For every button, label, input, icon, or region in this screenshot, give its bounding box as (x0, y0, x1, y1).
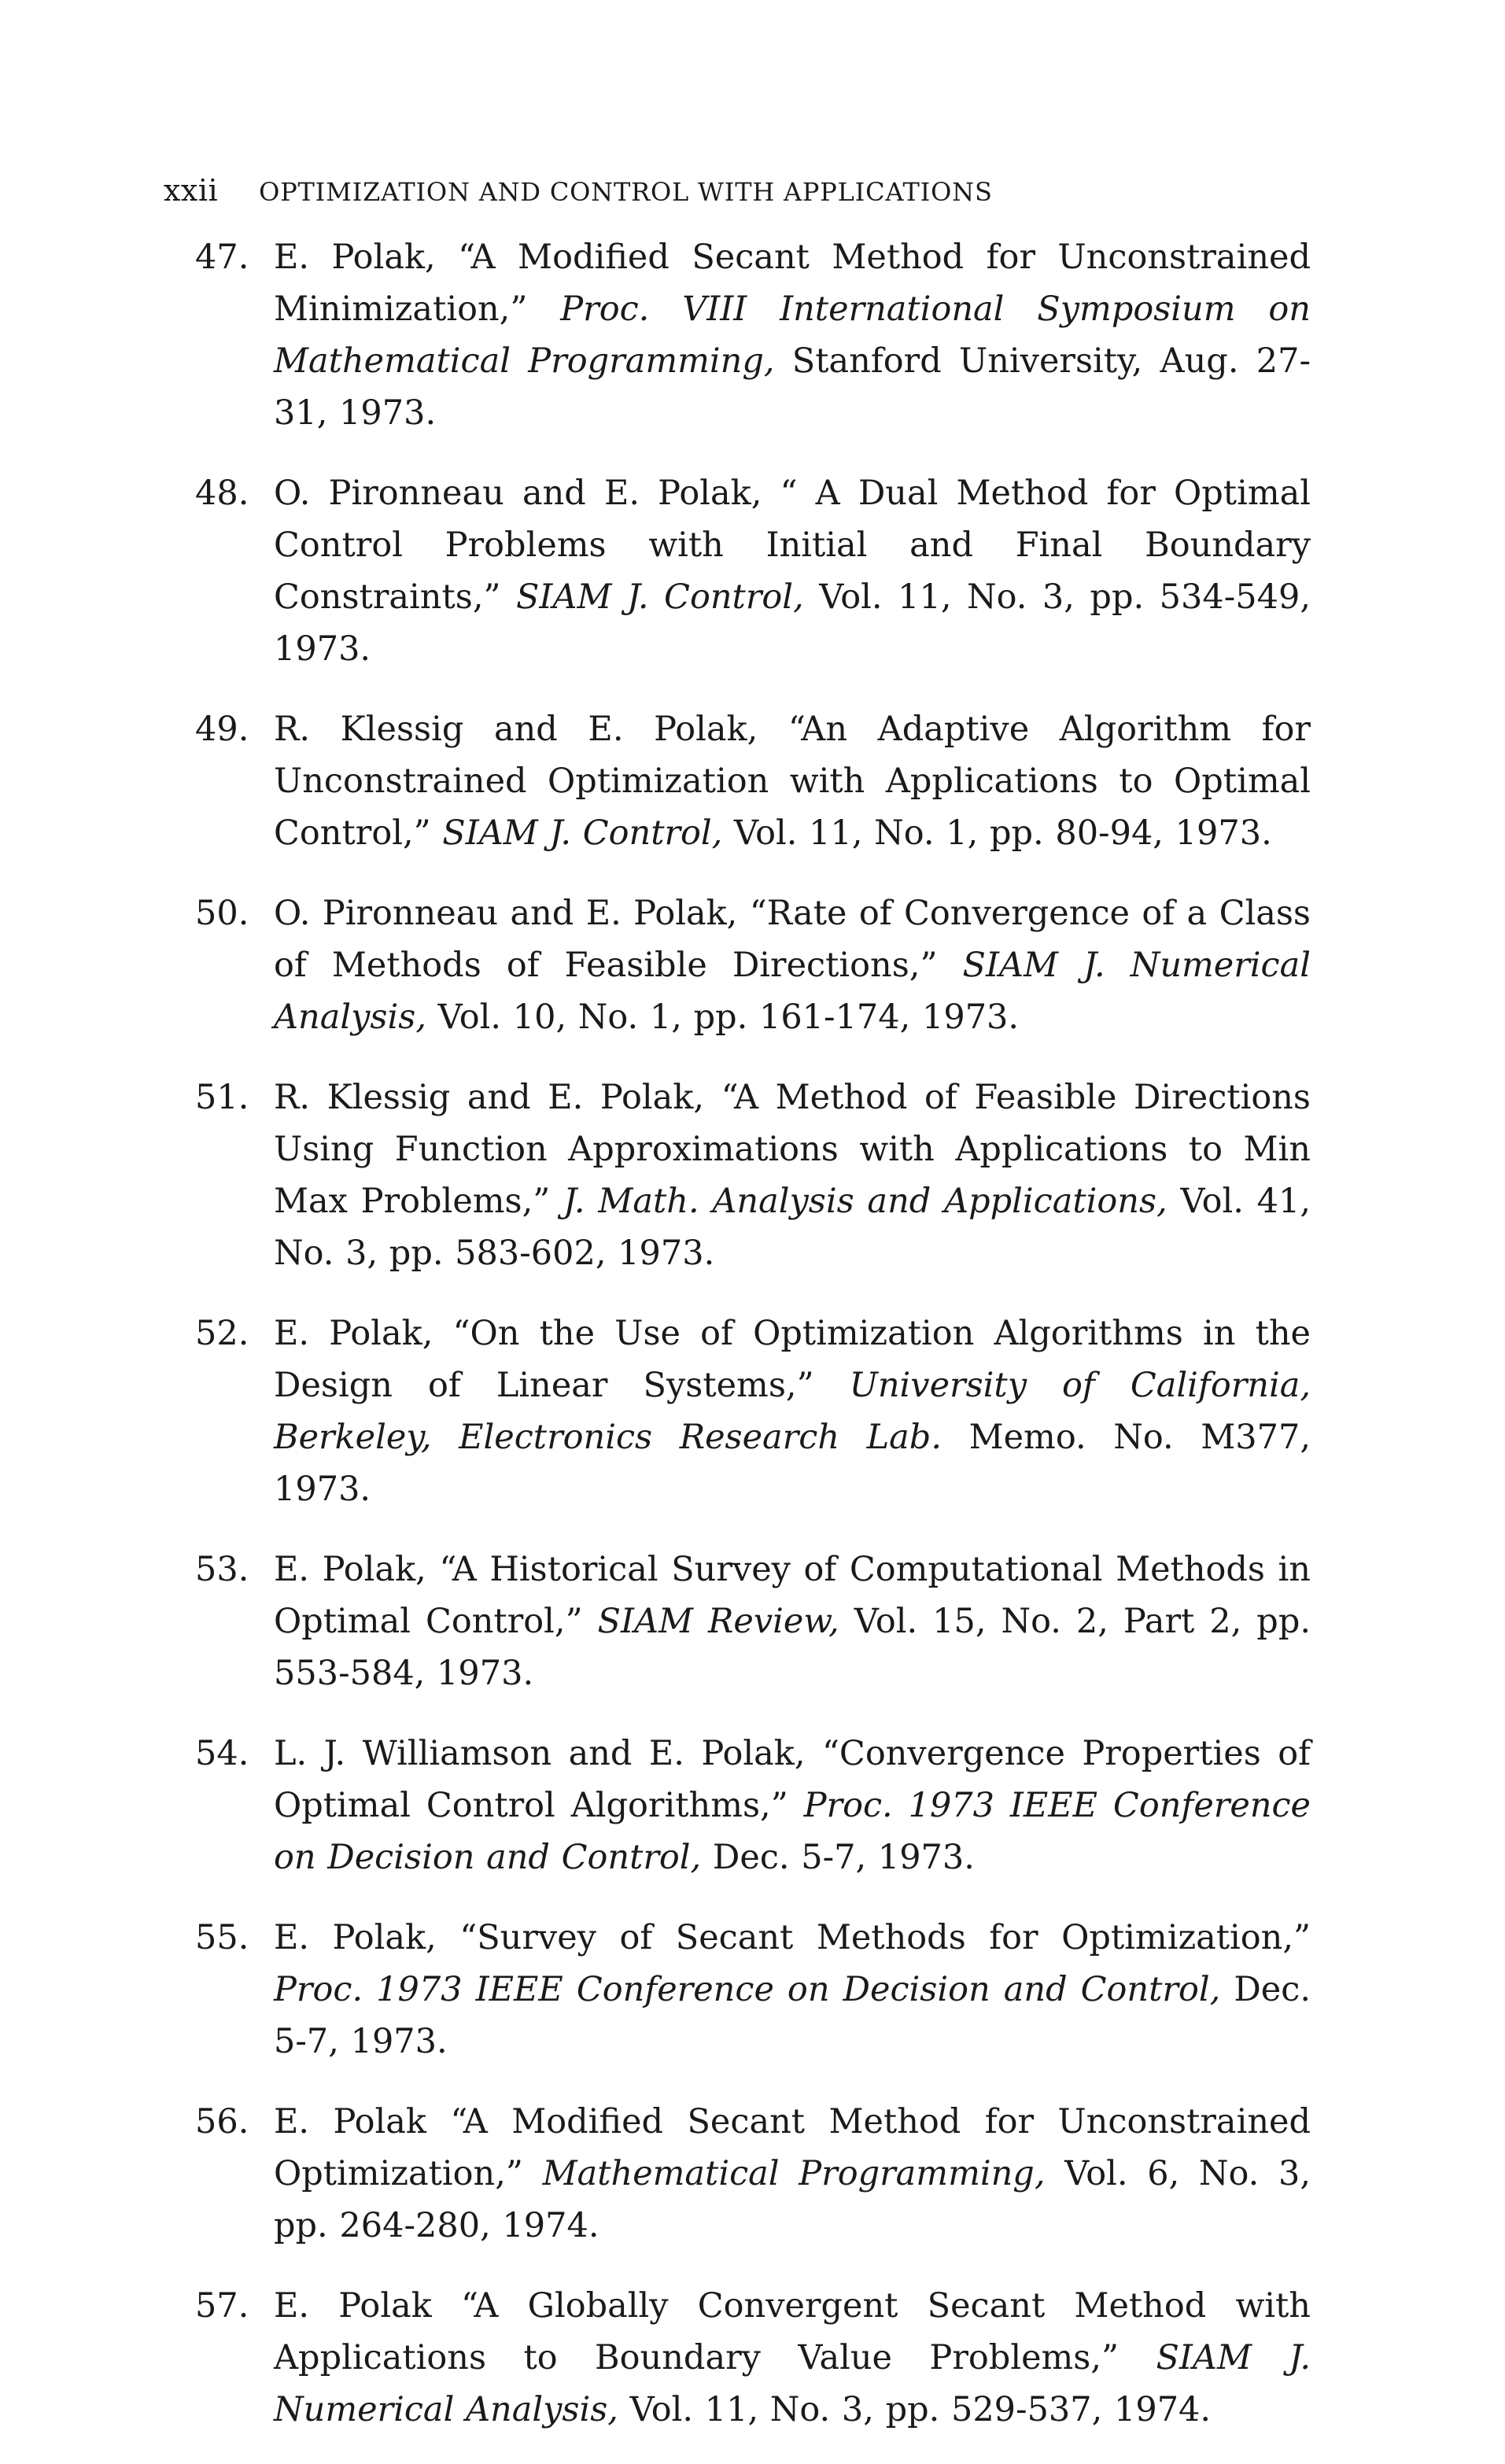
reference-venue: SIAM Review, (597, 1602, 839, 1641)
reference-text (274, 467, 1311, 675)
reference-details: Dec. 5-7, 1973. (274, 1970, 1311, 2061)
reference-number: 47. (195, 238, 249, 277)
reference-number: 51. (195, 1078, 249, 1117)
reference-number: 54. (195, 1734, 249, 1773)
reference-item (195, 2280, 1311, 2436)
reference-text (274, 2280, 1311, 2436)
reference-number: 55. (195, 1918, 249, 1957)
reference-authors-title: E. Polak, “Survey of Secant Methods for Optimization,” (274, 1918, 1311, 1957)
reference-authors-title: E. Polak, “A Modified Secant Method for Unconstrained Minimization,” (274, 238, 1311, 329)
reference-item (195, 703, 1311, 859)
reference-venue: J. Math. Analysis and Applications, (563, 1182, 1167, 1221)
reference-authors-title: E. Polak, “A Historical Survey of Computational Methods in Optimal Control,” (274, 1550, 1311, 1641)
reference-authors-title: R. Klessig and E. Polak, “An Adaptive Algorithm for Unconstrained Optimization with Applications to Optimal Control,” (274, 710, 1311, 853)
reference-item (195, 467, 1311, 675)
reference-item (195, 1728, 1311, 1883)
reference-venue: Proc. 1973 IEEE Conference on Decision and Control, (274, 1970, 1221, 2009)
reference-authors-title: E. Polak, “On the Use of Optimization Algorithms in the Design of Linear Systems,” (274, 1314, 1311, 1405)
reference-number: 48. (195, 474, 249, 513)
reference-text (274, 2096, 1311, 2252)
reference-text (274, 703, 1311, 859)
reference-item (195, 887, 1311, 1043)
reference-number: 57. (195, 2286, 249, 2326)
reference-venue: Proc. VIII International Symposium on Mathematical Programming, (274, 290, 1311, 381)
reference-text (274, 1912, 1311, 2067)
reference-venue: SIAM J. Control, (515, 577, 804, 617)
reference-authors-title: E. Polak “A Globally Convergent Secant Method with Applications to Boundary Value Problems,” (274, 2286, 1311, 2377)
reference-authors-title: O. Pironneau and E. Polak, “ A Dual Method for Optimal Control Problems with Initial and Final Boundary Constraints,” (274, 474, 1311, 617)
reference-details: Vol. 10, No. 1, pp. 161-174, 1973. (437, 998, 1020, 1037)
reference-venue: Mathematical Programming, (542, 2154, 1046, 2193)
reference-item (195, 1072, 1311, 1279)
running-title: OPTIMIZATION AND CONTROL WITH APPLICATIONS (259, 177, 993, 207)
reference-list (195, 231, 1311, 2464)
reference-text (274, 887, 1311, 1043)
reference-text (274, 1308, 1311, 1515)
reference-item (195, 2096, 1311, 2252)
reference-venue: Proc. 1973 IEEE Conference on Decision and Control, (274, 1786, 1311, 1877)
reference-item (195, 1912, 1311, 2067)
reference-details: Vol. 15, No. 2, Part 2, pp. 553-584, 1973. (274, 1602, 1311, 1693)
reference-text (274, 1728, 1311, 1883)
reference-details: Stanford University, Aug. 27-31, 1973. (274, 341, 1311, 433)
reference-number: 53. (195, 1550, 249, 1589)
reference-details: Vol. 41, No. 3, pp. 583-602, 1973. (274, 1182, 1311, 1273)
running-header (164, 173, 993, 208)
reference-text (274, 1072, 1311, 1279)
reference-venue: University of California, Berkeley, Electronics Research Lab. (274, 1366, 1311, 1457)
reference-number: 49. (195, 710, 249, 749)
reference-details: Dec. 5-7, 1973. (712, 1838, 975, 1877)
reference-number: 50. (195, 894, 249, 933)
reference-venue: SIAM J. Numerical Analysis, (274, 946, 1311, 1037)
reference-text (274, 231, 1311, 439)
reference-item (195, 1308, 1311, 1515)
reference-details: Vol. 11, No. 1, pp. 80-94, 1973. (734, 813, 1272, 853)
reference-venue: SIAM J. Numerical Analysis, (274, 2338, 1311, 2429)
reference-authors-title: L. J. Williamson and E. Polak, “Convergence Properties of Optimal Control Algorithms,” (274, 1734, 1311, 1825)
reference-authors-title: E. Polak “A Modified Secant Method for Unconstrained Optimization,” (274, 2102, 1311, 2193)
reference-number: 52. (195, 1314, 249, 1353)
reference-item (195, 231, 1311, 439)
page-number: xxii (164, 173, 219, 208)
reference-authors-title: R. Klessig and E. Polak, “A Method of Feasible Directions Using Function Approximations with Applications to Min Max Problems,” (274, 1078, 1311, 1221)
reference-details: Memo. No. M377, 1973. (274, 1418, 1311, 1509)
reference-details: Vol. 11, No. 3, pp. 534-549, 1973. (274, 577, 1311, 669)
reference-item (195, 1544, 1311, 1699)
reference-details: Vol. 11, No. 3, pp. 529-537, 1974. (629, 2390, 1212, 2429)
reference-text (274, 1544, 1311, 1699)
reference-details: Vol. 6, No. 3, pp. 264-280, 1974. (274, 2154, 1311, 2245)
reference-number: 56. (195, 2102, 249, 2141)
reference-venue: SIAM J. Control, (442, 813, 723, 853)
reference-authors-title: O. Pironneau and E. Polak, “Rate of Convergence of a Class of Methods of Feasible Directions,” (274, 894, 1311, 985)
